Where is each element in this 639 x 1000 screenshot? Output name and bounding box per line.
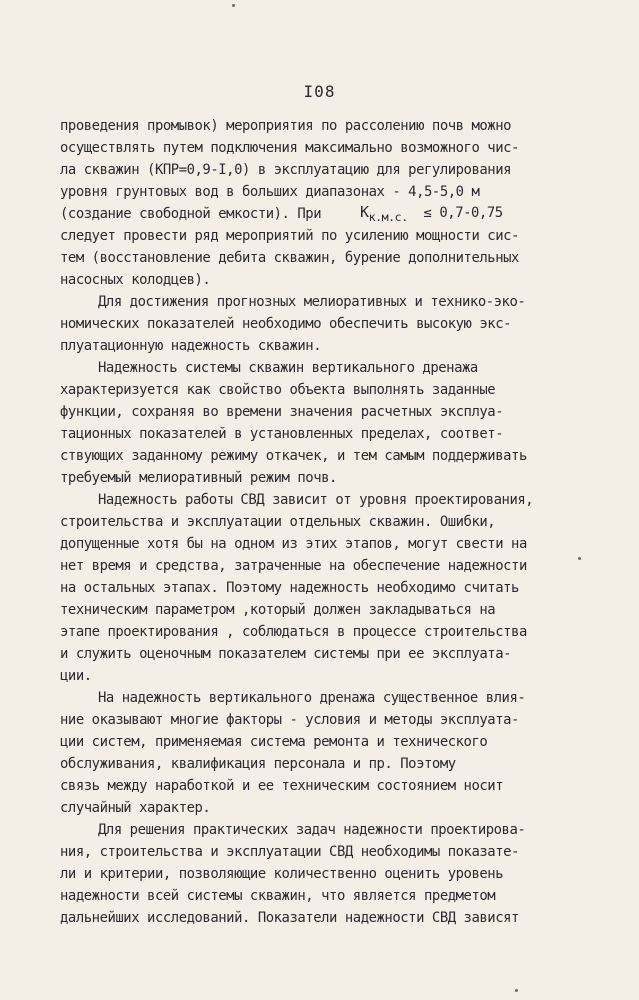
text-line: характеризуется как свойство объекта выполнять заданные xyxy=(60,382,496,398)
scan-speck xyxy=(578,557,581,560)
text-line: проведения промывок) мероприятия по рассолению почв можно xyxy=(60,118,512,134)
scan-speck xyxy=(515,989,518,992)
text-line: дальнейших исследований. Показатели надежности СВД зависят xyxy=(60,910,519,926)
text-line: Надежность системы скважин вертикального дренажа xyxy=(98,360,478,376)
text-line: уровня грунтовых вод в больших диапазонах - 4,5-5,0 м xyxy=(60,184,480,200)
text-line: тем (восстановление дебита скважин, бурение дополнительных xyxy=(60,250,519,266)
formula-symbol: K xyxy=(360,203,369,221)
text-line: допущенные хотя бы на одном из этих этапов, могут свести на xyxy=(60,536,527,552)
text-line: ла скважин (КПР=0,9-I,0) в эксплуатацию для регулирования xyxy=(60,162,512,178)
text-line: Для достижения прогнозных мелиоративных и технико-эко- xyxy=(98,294,526,310)
formula-subscript: к.м.с. xyxy=(368,209,408,224)
text-line: ние оказывают многие факторы - условия и методы эксплуата- xyxy=(60,712,519,728)
text-line: случайный характер. xyxy=(60,800,211,816)
text-line: функции, сохраняя во времени значения расчетных эксплуа- xyxy=(60,404,504,420)
text-line: Надежность работы СВД зависит от уровня проектирования, xyxy=(98,492,534,508)
text-line: ции систем, применяемая система ремонта и технического xyxy=(60,734,488,750)
formula-relation: ≤ 0,7-0,75 xyxy=(423,205,503,221)
text-line: номических показателей необходимо обеспечить высокую экс- xyxy=(60,316,512,332)
text-line: ли и критерии, позволяющие количественно оценить уровень xyxy=(60,866,504,882)
text-line: и служить оценочным показателем системы при ее эксплуата- xyxy=(60,646,512,662)
text-line: ствующих заданному режиму откачек, и тем самым поддерживать xyxy=(60,448,527,464)
text-line: (создание свободной емкости). При xyxy=(60,206,322,222)
text-line: требуемый мелиоративный режим почв. xyxy=(60,470,337,486)
text-line: следует провести ряд мероприятий по усилению мощности сис- xyxy=(60,228,519,244)
text-line: на остальных этапах. Поэтому надежность необходимо считать xyxy=(60,580,519,596)
text-line: строительства и эксплуатации отдельных скважин. Ошибки, xyxy=(60,514,496,530)
text-line: осуществлять путем подключения максимально возможного чис- xyxy=(60,140,519,156)
text-line: нет время и средства, затраченные на обеспечение надежности xyxy=(60,558,527,574)
text-line: надежности всей системы скважин, что является предметом xyxy=(60,888,496,904)
text-line: насосных колодцев). xyxy=(60,272,211,288)
text-line: Для решения практических задач надежности проектирова- xyxy=(98,822,526,838)
text-line: тационных показателей в установленных пределах, соответ- xyxy=(60,426,504,442)
text-line: ции. xyxy=(60,668,92,684)
text-line: этапе проектирования , соблюдаться в процессе строительства xyxy=(60,624,527,640)
text-line: связь между наработкой и ее техническим состоянием носит xyxy=(60,778,504,794)
formula-line xyxy=(360,201,503,228)
text-line: обслуживания, квалификация персонала и пр. Поэтому xyxy=(60,756,456,772)
text-line: На надежность вертикального дренажа существенное влия- xyxy=(98,690,526,706)
scan-speck xyxy=(232,4,235,7)
text-line: техническим параметром ,который должен закладываться на xyxy=(60,602,496,618)
text-line: ния, строительства и эксплуатации СВД необходимы показате- xyxy=(60,844,519,860)
page-number: I08 xyxy=(303,82,336,101)
text-line: плуатационную надежность скважин. xyxy=(60,338,322,354)
